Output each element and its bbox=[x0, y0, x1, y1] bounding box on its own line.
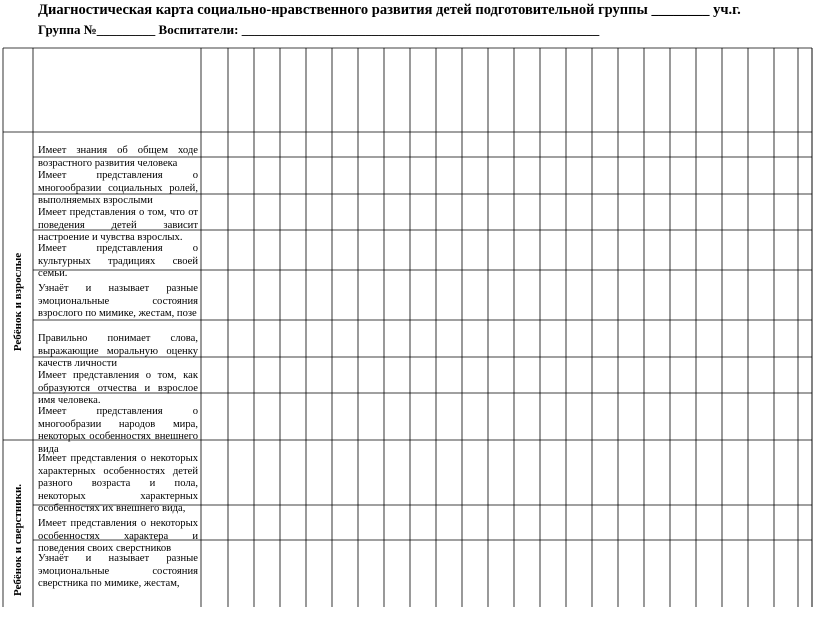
criterion-text: Правильно понимает слова, выражающие моральную оценку качеств личности bbox=[38, 333, 198, 370]
criterion-text: Имеет представления о многообразии народов мира, некоторых особенностях внешнего вида bbox=[38, 406, 198, 455]
criterion-text: Имеет представления о том, как образуются отчества и взрослое имя человека. bbox=[38, 370, 198, 407]
criterion-text: Узнаёт и называет разные эмоциональные состояния сверстника по мимике, жестам, bbox=[38, 553, 198, 590]
group-and-teachers-line: Группа №_________ Воспитатели: _______________________________________________________ bbox=[38, 22, 600, 37]
criterion-text: Узнаёт и называет разные эмоциональные состояния взрослого по мимике, жестам, позе bbox=[38, 283, 198, 320]
criterion-text: Имеет представления о некоторых особенностях характера и поведения своих сверстников bbox=[38, 518, 198, 555]
section-label: Ребёнок и сверстники. bbox=[12, 483, 24, 597]
page-title: Диагностическая карта социально-нравственного развития детей подготовительной группы ________ уч.г. bbox=[38, 2, 741, 18]
criterion-text: Имеет представления о культурных традициях своей семьи. bbox=[38, 243, 198, 280]
section-label: Ребёнок и взрослые bbox=[12, 252, 24, 352]
criterion-text: Имеет представления о многообразии социальных ролей, выполняемых взрослыми bbox=[38, 170, 198, 207]
criterion-text: Имеет представления о том, что от поведения детей зависит настроение и чувства взрослых. bbox=[38, 207, 198, 244]
criterion-text: Имеет представления о некоторых характерных особенностях детей разного возраста и пола, некоторых характерных особенностях их внешнего вида, bbox=[38, 453, 198, 515]
criterion-text: Имеет знания об общем ходе возрастного развития человека bbox=[38, 145, 198, 169]
